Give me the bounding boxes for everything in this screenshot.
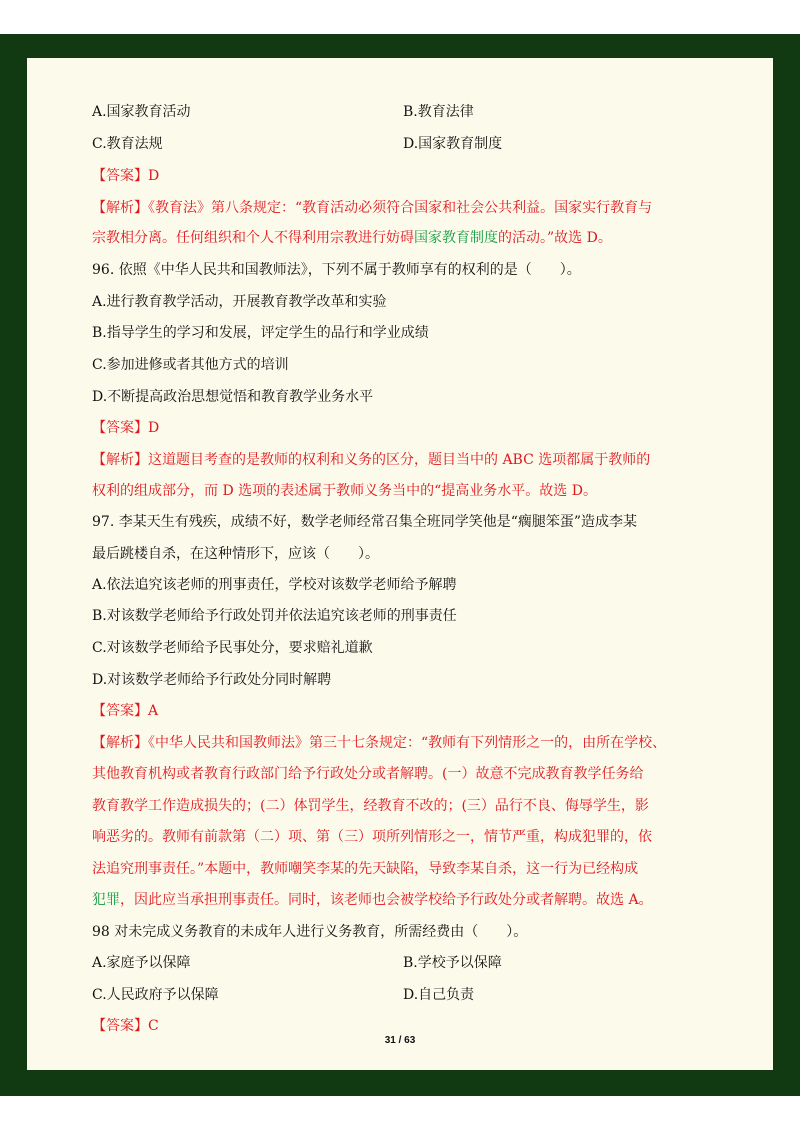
q95-answer: 【答案】D [92,168,160,184]
q97-analysis-line-5: 法追究刑事责任。”本题中，教师嘲笑李某的先天缺陷，导致李某自杀，这一行为已经构成 [92,861,639,877]
q96-option-a: A.进行教育教学活动，开展教育教学改革和实验 [92,294,387,310]
q97-stem-line-2: 最后跳楼自杀，在这种情形下，应该（ ）。 [92,546,379,562]
q97-highlight-term: 犯罪 [92,892,120,908]
q96-option-d: D.不断提高政治思想觉悟和教育教学业务水平 [92,389,374,405]
q97-analysis-line-6 [92,890,653,910]
q95-analysis-line-1: 【解析】《教育法》第八条规定：“教育活动必须符合国家和社会公共利益。国家实行教育与 [92,200,653,216]
q97-analysis-line-3: 教育教学工作造成损失的；(二）体罚学生，经教育不改的；(三）品行不良、侮辱学生，影 [92,798,649,814]
q96-analysis-line-2: 权利的组成部分，而 D 选项的表述属于教师义务当中的“提高业务水平。故选 D。 [92,483,597,499]
q97-analysis-line-4: 响恶劣的。教师有前款第（二）项、第（三）项所列情形之一，情节严重，构成犯罪的，依 [92,829,652,845]
q97-answer: 【答案】A [92,703,159,719]
q95-option-b: B.教育法律 [403,104,474,120]
q98-option-c: C.人民政府予以保障 [92,987,219,1003]
q95-option-a: A.国家教育活动 [92,104,191,120]
q96-option-c: C.参加进修或者其他方式的培训 [92,357,289,373]
q97-analysis-line-1: 【解析】《中华人民共和国教师法》第三十七条规定：“教师有下列情形之一的，由所在学校、 [92,735,667,751]
q98-stem: 98 对未完成义务教育的未成年人进行义务教育，所需经费由（ ）。 [92,924,528,940]
q95-analysis-text: 宗教相分离。任何组织和个人不得利用宗教进行妨碍 [92,230,414,246]
q98-option-d: D.自己负责 [403,987,475,1003]
q97-stem-line-1: 97. 李某天生有残疾，成绩不好，数学老师经常召集全班同学笑他是“瘸腿笨蛋”造成李某 [92,514,638,530]
q96-analysis-line-1: 【解析】这道题目考查的是教师的权利和义务的区分，题目当中的 ABC 选项都属于教师的 [92,452,651,468]
page-number: 31 / 63 [384,1035,416,1046]
q97-option-a: A.依法追究该老师的刑事责任，学校对该数学老师给予解聘 [92,577,457,593]
q97-analysis-text-end: ，因此应当承担刑事责任。同时，该老师也会被学校给予行政处分或者解聘。故选 A。 [120,892,653,908]
q95-analysis-text-end: 的活动。”故选 D。 [498,230,612,246]
q95-highlight-term: 国家教育制度 [414,230,498,246]
q95-analysis-line-2 [92,228,612,248]
q96-stem: 96. 依照《中华人民共和国教师法》，下列不属于教师享有的权利的是（ ）。 [92,262,581,278]
q95-option-d: D.国家教育制度 [403,136,503,152]
q95-option-c: C.教育法规 [92,136,163,152]
q97-analysis-line-2: 其他教育机构或者教育行政部门给予行政处分或者解聘。(一）故意不完成教育教学任务给 [92,766,644,782]
q98-option-a: A.家庭予以保障 [92,955,191,971]
q97-option-d: D.对该数学老师给予行政处分同时解聘 [92,672,332,688]
q98-option-b: B.学校予以保障 [403,955,502,971]
q98-answer: 【答案】C [92,1018,159,1034]
q97-option-c: C.对该数学老师给予民事处分，要求赔礼道歉 [92,640,373,656]
q97-option-b: B.对该数学老师给予行政处罚并依法追究该老师的刑事责任 [92,608,457,624]
q96-answer: 【答案】D [92,420,160,436]
q96-option-b: B.指导学生的学习和发展，评定学生的品行和学业成绩 [92,325,429,341]
